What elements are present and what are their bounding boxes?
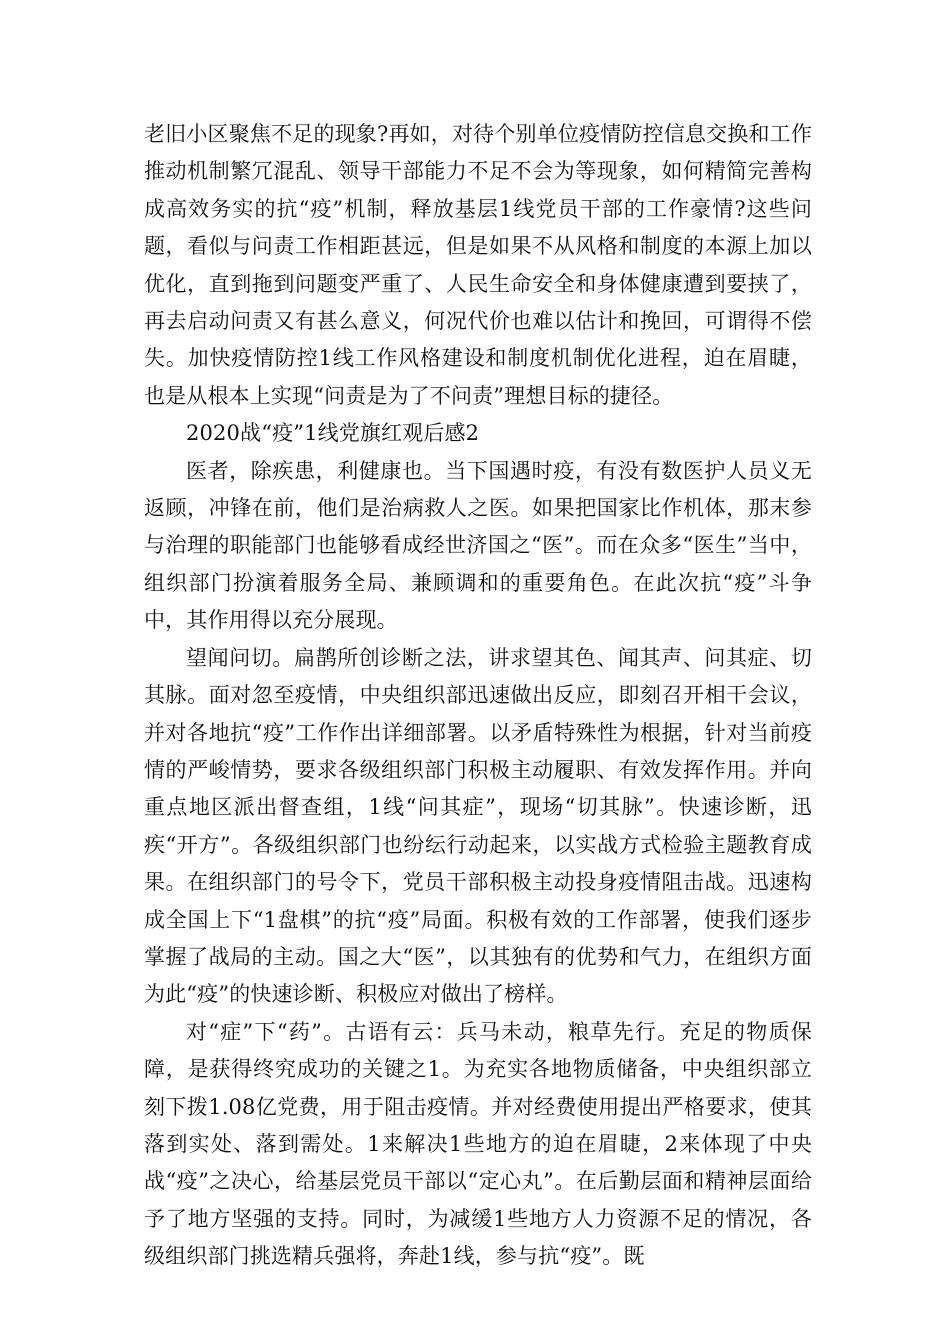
paragraph-diagnosis: 望闻问切。扁鹊所创诊断之法，讲求望其色、闻其声、问其症、切其脉。面对忽至疫情，中央组织部迅速做出反应，即刻召开相干会议，并对各地抗“疫”工作作出详细部署。以矛盾特殊性为根据，针对当前疫情的严峻情势，要求各级组织部门积极主动履职、有效发挥作用。并向重点地区派出督查组，1线“问其症”，现场“切其脉”。快速诊断，迅疾“开方”。各级组织部门也纷纭行动起来，以实战方式检验主题教育成果。在组织部门的号令下，党员干部积极主动投身疫情阻击战。迅速构成全国上下“1盘棋”的抗“疫”局面。积极有效的工作部署，使我们逐步掌握了战局的主动。国之大“医”，以其独有的优势和气力，在组织方面为此“疫”的快速诊断、积极应对做出了榜样。 <box>144 645 812 1007</box>
document-body <box>144 116 812 1276</box>
paragraph-treatment: 对“症”下“药”。古语有云：兵马未动，粮草先行。充足的物质保障，是获得终究成功的关键之1。为充实各地物质储备，中央组织部立刻下拨1.08亿党费，用于阻击疫情。并对经费使用提出严格要求，使其落到实处、落到需处。1来解决1些地方的迫在眉睫，2来体现了中央战“疫”之决心，给基层党员干部以“定心丸”。在后勤层面和精神层面给予了地方坚强的支持。同时，为减缓1些地方人力资源不足的情况，各级组织部门挑选精兵强将，奔赴1线，参与抗“疫”。既 <box>144 1019 812 1269</box>
paragraph-intro: 医者，除疾患，利健康也。当下国遇时疫，有没有数医护人员义无返顾，冲锋在前，他们是治病救人之医。如果把国家比作机体，那末参与治理的职能部门也能够看成经世济国之“医”。而在众多“医生”当中，组织部门扮演着服务全局、兼顾调和的重要角色。在此次抗“疫”斗争中，其作用得以充分展现。 <box>144 458 812 633</box>
section-heading: 2020战“疫”1线党旗红观后感2 <box>186 421 480 446</box>
paragraph-continuation: 老旧小区聚焦不足的现象?再如，对待个别单位疫情防控信息交换和工作推动机制繁冗混乱、领导干部能力不足不会为等现象，如何精简完善构成高效务实的抗“疫”机制，释放基层1线党员干部的工作豪情?这些问题，看似与问责工作相距甚远，但是如果不从风格和制度的本源上加以优化，直到拖到问题变严重了、人民生命安全和身体健康遭到要挟了，再去启动问责又有甚么意义，何况代价也难以估计和挽回，可谓得不偿失。加快疫情防控1线工作风格建设和制度机制优化进程，迫在眉睫，也是从根本上实现“问责是为了不问责”理想目标的捷径。 <box>144 122 812 408</box>
